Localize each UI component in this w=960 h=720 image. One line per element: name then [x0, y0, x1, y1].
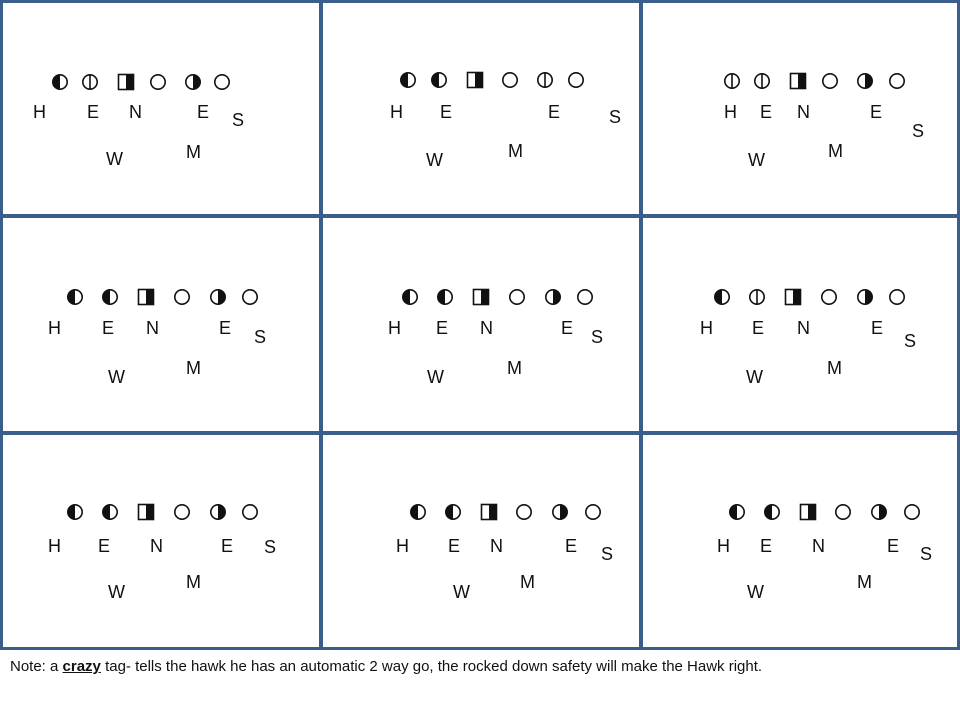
position-label-m: M: [827, 358, 842, 378]
position-label-m: M: [186, 142, 201, 162]
position-label-w: W: [748, 150, 765, 170]
position-label-e2: E: [561, 318, 574, 338]
position-label-e1: E: [760, 102, 773, 122]
footnote: [10, 658, 762, 675]
half-left-player-icon: [409, 503, 427, 526]
half-right-player-icon: [184, 73, 202, 96]
half-left-player-icon: [51, 73, 69, 96]
position-label-m: M: [828, 141, 843, 161]
position-label-h: H: [390, 102, 403, 122]
circle-player-icon: [173, 503, 191, 526]
half-left-player-icon: [444, 503, 462, 526]
line-vertical-player-icon: [753, 72, 771, 95]
position-label-e1: E: [98, 536, 111, 556]
position-label-e2: E: [887, 536, 900, 556]
circle-player-icon: [821, 72, 839, 95]
circle-player-icon: [241, 288, 259, 311]
position-label-n: N: [129, 102, 142, 122]
half-right-player-icon: [856, 288, 874, 311]
square-right-player-icon: [466, 71, 484, 94]
circle-player-icon: [834, 503, 852, 526]
position-label-n: N: [797, 318, 810, 338]
position-label-s: S: [254, 327, 267, 347]
position-label-m: M: [520, 572, 535, 592]
position-label-n: N: [797, 102, 810, 122]
square-right-player-icon: [117, 73, 135, 96]
square-right-player-icon: [784, 288, 802, 311]
half-left-player-icon: [401, 288, 419, 311]
square-right-player-icon: [137, 288, 155, 311]
note-emphasis: crazy: [62, 658, 101, 675]
position-label-e1: E: [102, 318, 115, 338]
position-label-e1: E: [87, 102, 100, 122]
position-label-e1: E: [760, 536, 773, 556]
half-left-player-icon: [763, 503, 781, 526]
circle-player-icon: [888, 72, 906, 95]
position-label-e2: E: [870, 102, 883, 122]
position-label-w: W: [426, 150, 443, 170]
position-label-s: S: [264, 537, 277, 557]
position-label-m: M: [857, 572, 872, 592]
position-label-h: H: [48, 318, 61, 338]
position-label-e1: E: [448, 536, 461, 556]
formation-panel: [640, 432, 960, 650]
half-right-player-icon: [551, 503, 569, 526]
position-label-w: W: [746, 367, 763, 387]
position-label-m: M: [186, 358, 201, 378]
circle-player-icon: [576, 288, 594, 311]
position-label-w: W: [106, 149, 123, 169]
circle-player-icon: [515, 503, 533, 526]
circle-player-icon: [888, 288, 906, 311]
position-label-e1: E: [440, 102, 453, 122]
position-label-h: H: [33, 102, 46, 122]
circle-player-icon: [149, 73, 167, 96]
position-label-w: W: [427, 367, 444, 387]
circle-player-icon: [903, 503, 921, 526]
half-left-player-icon: [399, 71, 417, 94]
position-label-e2: E: [548, 102, 561, 122]
formation-panel: [320, 0, 642, 217]
position-label-s: S: [591, 327, 604, 347]
line-vertical-player-icon: [536, 71, 554, 94]
circle-player-icon: [567, 71, 585, 94]
position-label-e2: E: [219, 318, 232, 338]
square-right-player-icon: [480, 503, 498, 526]
circle-player-icon: [173, 288, 191, 311]
half-right-player-icon: [544, 288, 562, 311]
position-label-e2: E: [565, 536, 578, 556]
circle-player-icon: [241, 503, 259, 526]
position-label-n: N: [150, 536, 163, 556]
line-vertical-player-icon: [81, 73, 99, 96]
half-left-player-icon: [66, 288, 84, 311]
note-suffix: tag- tells the hawk he has an automatic 2 way go, the rocked down safety will make the Hawk right.: [100, 658, 763, 675]
position-label-w: W: [108, 367, 125, 387]
position-label-e1: E: [752, 318, 765, 338]
position-label-n: N: [146, 318, 159, 338]
formation-panel: [320, 432, 642, 650]
formation-panel: [0, 0, 322, 217]
position-label-h: H: [48, 536, 61, 556]
note-prefix: Note: a: [10, 658, 63, 675]
half-left-player-icon: [713, 288, 731, 311]
position-label-m: M: [508, 141, 523, 161]
position-label-s: S: [912, 121, 925, 141]
half-right-player-icon: [856, 72, 874, 95]
square-right-player-icon: [472, 288, 490, 311]
circle-player-icon: [213, 73, 231, 96]
half-left-player-icon: [66, 503, 84, 526]
line-vertical-player-icon: [748, 288, 766, 311]
circle-player-icon: [584, 503, 602, 526]
square-right-player-icon: [137, 503, 155, 526]
position-label-h: H: [700, 318, 713, 338]
circle-player-icon: [508, 288, 526, 311]
position-label-n: N: [480, 318, 493, 338]
circle-player-icon: [820, 288, 838, 311]
square-right-player-icon: [789, 72, 807, 95]
position-label-m: M: [507, 358, 522, 378]
line-vertical-player-icon: [723, 72, 741, 95]
circle-player-icon: [501, 71, 519, 94]
position-label-e2: E: [871, 318, 884, 338]
position-label-w: W: [747, 582, 764, 602]
position-label-s: S: [609, 107, 622, 127]
half-right-player-icon: [209, 288, 227, 311]
half-left-player-icon: [101, 503, 119, 526]
position-label-s: S: [904, 331, 917, 351]
half-right-player-icon: [209, 503, 227, 526]
half-right-player-icon: [870, 503, 888, 526]
position-label-h: H: [724, 102, 737, 122]
square-right-player-icon: [799, 503, 817, 526]
half-left-player-icon: [728, 503, 746, 526]
half-left-player-icon: [430, 71, 448, 94]
position-label-e2: E: [221, 536, 234, 556]
position-label-n: N: [490, 536, 503, 556]
position-label-h: H: [396, 536, 409, 556]
position-label-h: H: [717, 536, 730, 556]
position-label-h: H: [388, 318, 401, 338]
position-label-e2: E: [197, 102, 210, 122]
position-label-w: W: [453, 582, 470, 602]
position-label-s: S: [920, 544, 933, 564]
position-label-s: S: [232, 110, 245, 130]
position-label-n: N: [812, 536, 825, 556]
position-label-w: W: [108, 582, 125, 602]
half-left-player-icon: [101, 288, 119, 311]
position-label-m: M: [186, 572, 201, 592]
position-label-s: S: [601, 544, 614, 564]
half-left-player-icon: [436, 288, 454, 311]
position-label-e1: E: [436, 318, 449, 338]
